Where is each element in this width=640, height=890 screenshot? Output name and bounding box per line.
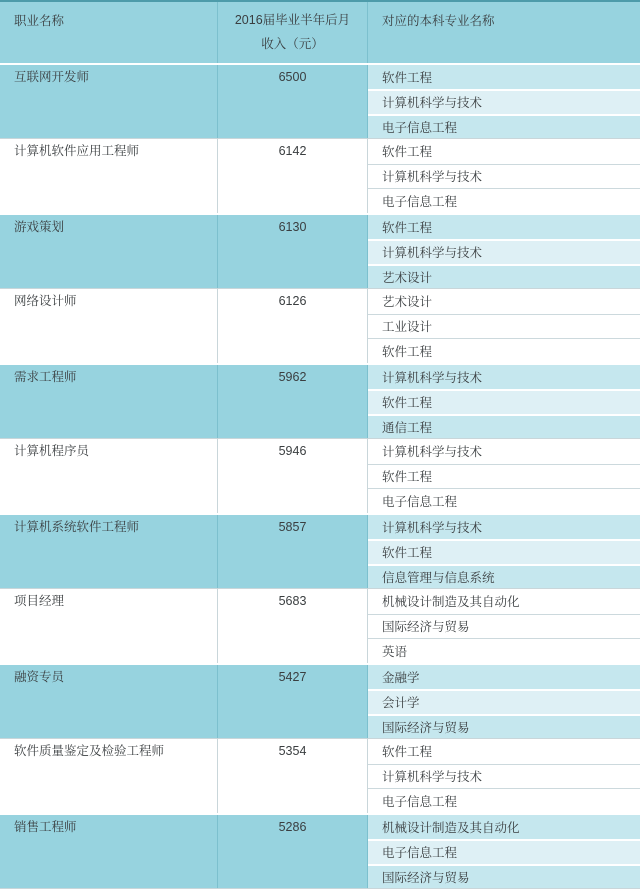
occupation-cell: 网络设计师 [0,289,218,363]
occupation-cell: 计算机程序员 [0,439,218,513]
table-row [0,813,640,888]
table-row [0,588,640,663]
occupation-cell: 互联网开发师 [0,65,218,138]
major-item: 工业设计 [368,314,640,339]
income-cell: 5427 [218,665,368,738]
major-item: 电子信息工程 [368,114,640,138]
major-item: 金融学 [368,665,640,689]
major-item: 电子信息工程 [368,839,640,863]
income-cell: 6130 [218,215,368,288]
occupation-cell: 融资专员 [0,665,218,738]
income-cell: 5946 [218,439,368,513]
major-item: 信息管理与信息系统 [368,564,640,588]
table-row [0,363,640,438]
major-item: 计算机科学与技术 [368,89,640,113]
major-item: 通信工程 [368,414,640,438]
major-item: 软件工程 [368,539,640,563]
majors-cell [368,589,640,663]
occupation-cell: 计算机软件应用工程师 [0,139,218,213]
income-cell: 6142 [218,139,368,213]
occupation-cell: 销售工程师 [0,815,218,888]
major-item: 软件工程 [368,338,640,363]
majors-cell [368,739,640,813]
majors-cell [368,665,640,738]
major-item: 计算机科学与技术 [368,365,640,389]
income-cell: 6500 [218,65,368,138]
major-item: 国际经济与贸易 [368,714,640,738]
major-item: 计算机科学与技术 [368,239,640,263]
header-cell-majors: 对应的本科专业名称 [382,14,495,28]
majors-cell [368,439,640,513]
major-item: 会计学 [368,689,640,713]
major-item: 软件工程 [368,65,640,89]
majors-cell [368,515,640,588]
majors-cell [368,289,640,363]
majors-cell [368,139,640,213]
major-item: 计算机科学与技术 [368,439,640,464]
income-cell: 5683 [218,589,368,663]
header-cell-occupation: 职业名称 [0,2,218,63]
majors-cell [368,815,640,888]
major-item: 软件工程 [368,739,640,764]
income-cell: 6126 [218,289,368,363]
income-cell: 5962 [218,365,368,438]
major-item: 软件工程 [368,215,640,239]
table-body [0,63,640,888]
table-row [0,738,640,813]
table-row [0,63,640,138]
major-item: 计算机科学与技术 [368,515,640,539]
occupation-cell: 项目经理 [0,589,218,663]
table-row [0,438,640,513]
table-header-row [0,2,640,63]
table-row [0,288,640,363]
income-cell: 5286 [218,815,368,888]
major-item: 计算机科学与技术 [368,164,640,189]
occupation-cell: 游戏策划 [0,215,218,288]
majors-cell [368,215,640,288]
major-item: 英语 [368,638,640,663]
major-item: 电子信息工程 [368,488,640,513]
major-item: 机械设计制造及其自动化 [368,589,640,614]
table-row [0,513,640,588]
major-item: 软件工程 [368,139,640,164]
major-item: 国际经济与贸易 [368,614,640,639]
major-item: 软件工程 [368,389,640,413]
major-item: 计算机科学与技术 [368,764,640,789]
major-item: 国际经济与贸易 [368,864,640,888]
major-item: 软件工程 [368,464,640,489]
income-cell: 5857 [218,515,368,588]
header-cell-income: 2016届毕业半年后月收入（元） [218,2,368,63]
table-row [0,663,640,738]
major-item: 艺术设计 [368,264,640,288]
majors-cell [368,365,640,438]
table-row [0,138,640,213]
major-item: 电子信息工程 [368,188,640,213]
income-cell: 5354 [218,739,368,813]
major-item: 艺术设计 [368,289,640,314]
majors-cell [368,65,640,138]
occupation-cell: 计算机系统软件工程师 [0,515,218,588]
major-item: 机械设计制造及其自动化 [368,815,640,839]
occupation-cell: 软件质量鉴定及检验工程师 [0,739,218,813]
occupation-cell: 需求工程师 [0,365,218,438]
table-row [0,213,640,288]
major-item: 电子信息工程 [368,788,640,813]
